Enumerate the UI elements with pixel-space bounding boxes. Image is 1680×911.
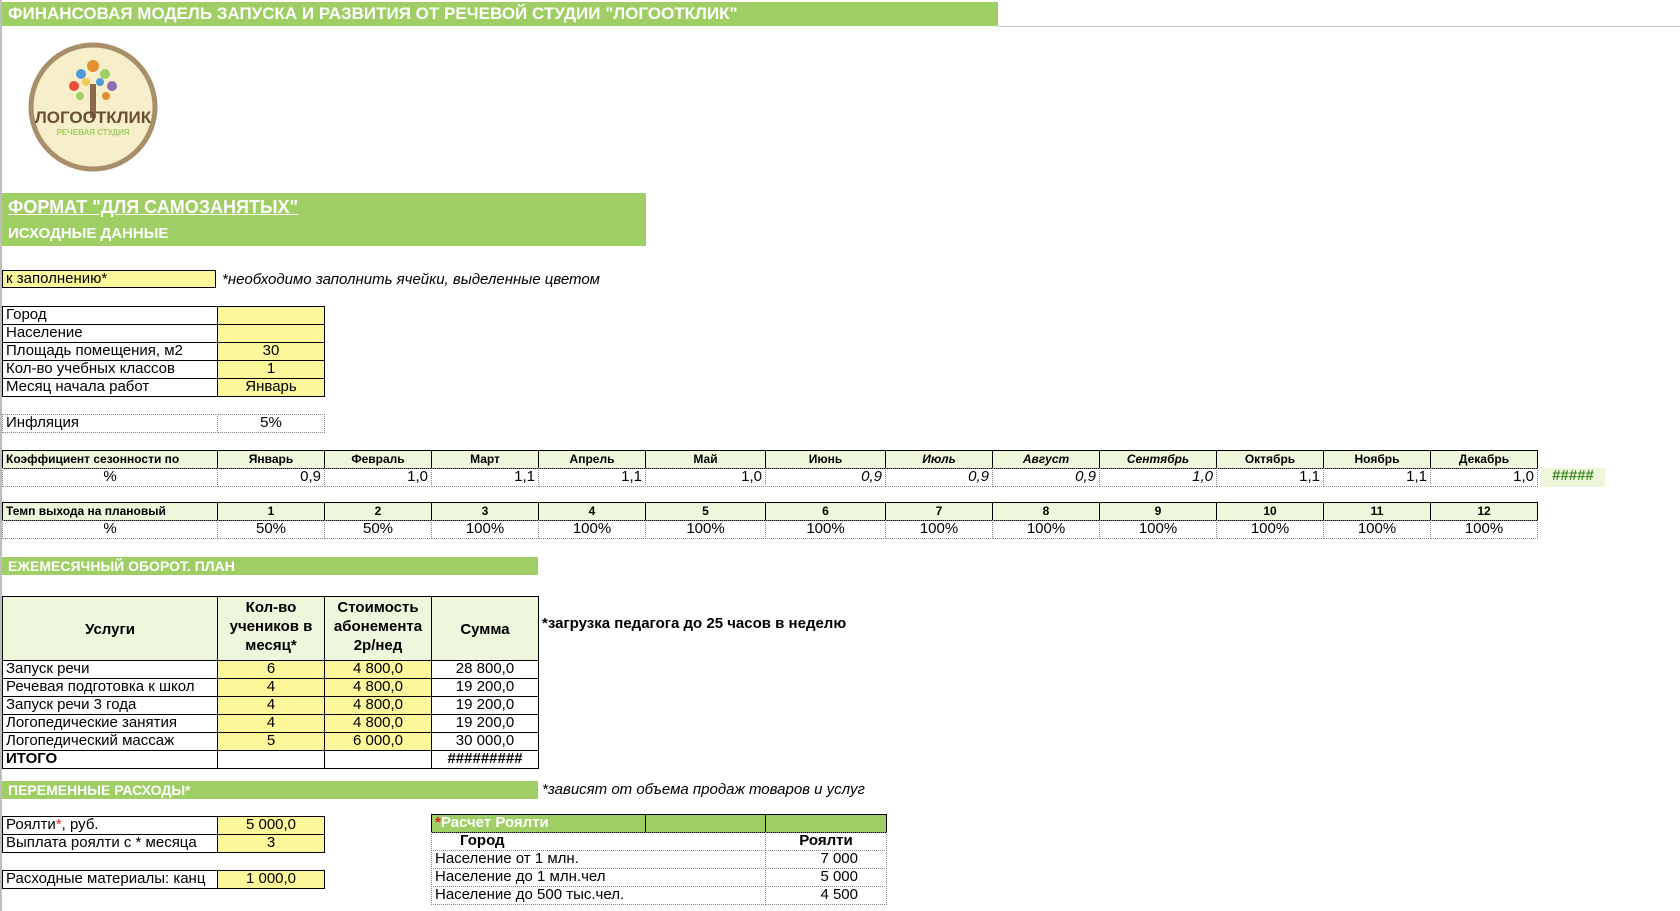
turnover-note: *загрузка педагога до 25 часов в неделю bbox=[542, 615, 847, 632]
season-month: Январь bbox=[217, 450, 325, 469]
season-value[interactable]: 1,0 bbox=[1430, 468, 1538, 487]
season-overflow: ##### bbox=[1541, 468, 1605, 487]
season-value[interactable]: 1,0 bbox=[324, 468, 432, 487]
ramp-month: 3 bbox=[431, 502, 539, 521]
logo bbox=[28, 42, 158, 172]
format-title: ФОРМАТ "ДЛЯ САМОЗАНЯТЫХ" bbox=[2, 193, 646, 221]
ramp-value[interactable]: 50% bbox=[324, 520, 432, 539]
page-title: ФИНАНСОВАЯ МОДЕЛЬ ЗАПУСКА И РАЗВИТИЯ ОТ РЕЧЕВОЙ СТУДИИ "ЛОГООТКЛИК" bbox=[2, 2, 998, 26]
service-price[interactable]: 4 800,0 bbox=[324, 678, 432, 697]
total-value: ######### bbox=[431, 750, 539, 769]
season-month: Февраль bbox=[324, 450, 432, 469]
seasonality-label: Коэффициент сезонности по bbox=[2, 450, 218, 469]
royalty-calc-value: 4 500 bbox=[765, 886, 887, 905]
total-label: ИТОГО bbox=[2, 750, 218, 769]
input-label-start-month: Месяц начала работ bbox=[2, 378, 218, 397]
ramp-unit: % bbox=[2, 520, 218, 539]
royalty-calc-value: 7 000 bbox=[765, 850, 887, 869]
royalty-calc-band-right bbox=[765, 814, 887, 833]
ramp-value[interactable]: 100% bbox=[1099, 520, 1217, 539]
season-value[interactable]: 1,1 bbox=[1323, 468, 1431, 487]
royalty-star: * bbox=[55, 816, 62, 833]
materials-value[interactable]: 1 000,0 bbox=[217, 870, 325, 889]
turnover-title: ЕЖЕМЕСЯЧНЫЙ ОБОРОТ. ПЛАН bbox=[2, 557, 538, 575]
service-qty[interactable]: 4 bbox=[217, 696, 325, 715]
service-qty[interactable]: 5 bbox=[217, 732, 325, 751]
input-label-classes: Кол-во учебных классов bbox=[2, 360, 218, 379]
ramp-value[interactable]: 100% bbox=[538, 520, 646, 539]
ramp-month: 4 bbox=[538, 502, 646, 521]
season-value[interactable]: 1,0 bbox=[1099, 468, 1217, 487]
total-qty-empty bbox=[217, 750, 325, 769]
ramp-value[interactable]: 100% bbox=[765, 520, 886, 539]
logo-name: ЛОГООТКЛИК bbox=[34, 108, 152, 127]
service-sum: 19 200,0 bbox=[431, 714, 539, 733]
price-header: Стоимость абонемента 2р/нед bbox=[324, 596, 432, 661]
service-sum: 28 800,0 bbox=[431, 660, 539, 679]
season-value[interactable]: 0,9 bbox=[217, 468, 325, 487]
ramp-month: 1 bbox=[217, 502, 325, 521]
fill-note: *необходимо заполнить ячейки, выделенные цветом bbox=[222, 271, 600, 288]
royalty-label-text: Роялти bbox=[6, 816, 56, 833]
ramp-value[interactable]: 100% bbox=[431, 520, 539, 539]
format-subtitle: ИСХОДНЫЕ ДАННЫЕ bbox=[2, 221, 646, 246]
season-month: Сентябрь bbox=[1099, 450, 1217, 469]
service-price[interactable]: 4 800,0 bbox=[324, 696, 432, 715]
season-value[interactable]: 1,0 bbox=[645, 468, 766, 487]
ramp-value[interactable]: 100% bbox=[1216, 520, 1324, 539]
ramp-value[interactable]: 100% bbox=[992, 520, 1100, 539]
service-price[interactable]: 4 800,0 bbox=[324, 660, 432, 679]
ramp-month: 2 bbox=[324, 502, 432, 521]
services-header: Услуги bbox=[2, 596, 218, 661]
seasonality-unit: % bbox=[2, 468, 218, 487]
ramp-label: Темп выхода на плановый bbox=[2, 502, 218, 521]
season-value[interactable]: 1,1 bbox=[1216, 468, 1324, 487]
service-qty[interactable]: 6 bbox=[217, 660, 325, 679]
ramp-month: 10 bbox=[1216, 502, 1324, 521]
input-city[interactable] bbox=[217, 306, 325, 325]
season-month: Март bbox=[431, 450, 539, 469]
season-value[interactable]: 1,1 bbox=[431, 468, 539, 487]
royalty-month-value[interactable]: 3 bbox=[217, 834, 325, 853]
season-month: Ноябрь bbox=[1323, 450, 1431, 469]
service-price[interactable]: 4 800,0 bbox=[324, 714, 432, 733]
header-underline bbox=[998, 26, 1680, 27]
service-sum: 19 200,0 bbox=[431, 678, 539, 697]
logo-subtitle: РЕЧЕВАЯ СТУДИЯ bbox=[56, 128, 130, 137]
qty-header: Кол-во учеников в месяц* bbox=[217, 596, 325, 661]
ramp-month: 9 bbox=[1099, 502, 1217, 521]
ramp-month: 8 bbox=[992, 502, 1100, 521]
season-month: Август bbox=[992, 450, 1100, 469]
total-price-empty bbox=[324, 750, 432, 769]
service-name: Запуск речи 3 года bbox=[2, 696, 218, 715]
royalty-calc-city-header: Город bbox=[431, 832, 766, 851]
input-population[interactable] bbox=[217, 324, 325, 343]
royalty-calc-royalty-header: Роялти bbox=[765, 832, 887, 851]
royalty-calc-star: * bbox=[435, 814, 441, 831]
sum-header: Сумма bbox=[431, 596, 539, 661]
service-name: Логопедические занятия bbox=[2, 714, 218, 733]
royalty-calc-city: Население от 1 млн. bbox=[431, 850, 766, 869]
season-month: Декабрь bbox=[1430, 450, 1538, 469]
royalty-calc-title bbox=[431, 814, 646, 833]
ramp-value[interactable]: 100% bbox=[645, 520, 766, 539]
ramp-value[interactable]: 100% bbox=[1430, 520, 1538, 539]
royalty-value[interactable]: 5 000,0 bbox=[217, 816, 325, 835]
royalty-calc-band-mid bbox=[645, 814, 766, 833]
ramp-month: 12 bbox=[1430, 502, 1538, 521]
variable-note: *зависят от объема продаж товаров и услуг bbox=[542, 781, 865, 798]
ramp-value[interactable]: 50% bbox=[217, 520, 325, 539]
ramp-value[interactable]: 100% bbox=[885, 520, 993, 539]
season-month: Май bbox=[645, 450, 766, 469]
royalty-month-label: Выплата роялти с * месяца bbox=[2, 834, 218, 853]
royalty-calc-title-text: Расчет Роялти bbox=[440, 814, 549, 831]
service-name: Логопедический массаж bbox=[2, 732, 218, 751]
input-classes[interactable]: 1 bbox=[217, 360, 325, 379]
input-label-area: Площадь помещения, м2 bbox=[2, 342, 218, 361]
ramp-month: 6 bbox=[765, 502, 886, 521]
inflation-value[interactable]: 5% bbox=[217, 414, 325, 433]
royalty-label bbox=[2, 816, 218, 835]
ramp-value[interactable]: 100% bbox=[1323, 520, 1431, 539]
royalty-calc-value: 5 000 bbox=[765, 868, 887, 887]
season-value[interactable]: 1,1 bbox=[538, 468, 646, 487]
season-month: Июнь bbox=[765, 450, 886, 469]
season-value[interactable]: 0,9 bbox=[992, 468, 1100, 487]
service-qty[interactable]: 4 bbox=[217, 678, 325, 697]
input-area[interactable]: 30 bbox=[217, 342, 325, 361]
service-sum: 19 200,0 bbox=[431, 696, 539, 715]
service-qty[interactable]: 4 bbox=[217, 714, 325, 733]
season-value[interactable]: 0,9 bbox=[765, 468, 886, 487]
season-month: Апрель bbox=[538, 450, 646, 469]
ramp-month: 11 bbox=[1323, 502, 1431, 521]
season-month: Октябрь bbox=[1216, 450, 1324, 469]
service-name: Речевая подготовка к школ bbox=[2, 678, 218, 697]
inflation-label: Инфляция bbox=[2, 414, 218, 433]
royalty-suffix: , руб. bbox=[61, 816, 99, 833]
input-start-month[interactable]: Январь bbox=[217, 378, 325, 397]
service-sum: 30 000,0 bbox=[431, 732, 539, 751]
input-label-population: Население bbox=[2, 324, 218, 343]
ramp-month: 5 bbox=[645, 502, 766, 521]
season-month: Июль bbox=[885, 450, 993, 469]
fill-label: к заполнению* bbox=[2, 270, 216, 288]
variable-title: ПЕРЕМЕННЫЕ РАСХОДЫ* bbox=[2, 781, 538, 799]
ramp-month: 7 bbox=[885, 502, 993, 521]
service-name: Запуск речи bbox=[2, 660, 218, 679]
season-value[interactable]: 0,9 bbox=[885, 468, 993, 487]
royalty-calc-city: Население до 1 млн.чел bbox=[431, 868, 766, 887]
tree-logo-icon bbox=[28, 42, 158, 172]
royalty-calc-city: Население до 500 тыс.чел. bbox=[431, 886, 766, 905]
materials-label: Расходные материалы: канц bbox=[2, 870, 218, 889]
service-price[interactable]: 6 000,0 bbox=[324, 732, 432, 751]
input-label-city: Город bbox=[2, 306, 218, 325]
